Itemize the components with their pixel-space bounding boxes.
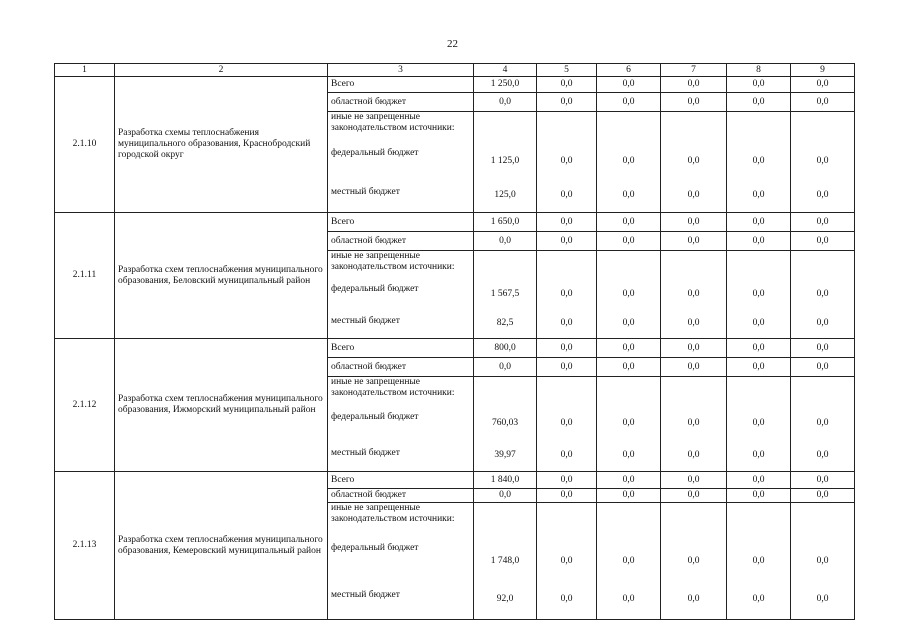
total-value: 0,0 <box>537 77 597 93</box>
local-value: 0,0 <box>560 318 573 328</box>
other-sources-cell <box>328 112 474 213</box>
local-value: 0,0 <box>687 189 700 200</box>
regional-value: 0,0 <box>597 93 661 112</box>
budget-table <box>54 63 855 620</box>
local-value: 0,0 <box>622 594 635 605</box>
activity-row <box>55 77 855 93</box>
local-value: 0,0 <box>622 449 635 460</box>
federal-value: 0,0 <box>816 555 829 566</box>
column-header: 8 <box>727 64 791 77</box>
column-header: 1 <box>55 64 115 77</box>
regional-value: 0,0 <box>597 358 661 377</box>
federal-value: 0,0 <box>622 156 635 167</box>
regional-value: 0,0 <box>791 232 855 251</box>
total-value: 0,0 <box>661 213 727 232</box>
regional-value: 0,0 <box>597 489 661 503</box>
regional-value: 0,0 <box>727 489 791 503</box>
regional-value: 0,0 <box>727 232 791 251</box>
total-value: 0,0 <box>597 213 661 232</box>
page-number: 22 <box>447 38 458 50</box>
federal-value: 0,0 <box>622 289 635 299</box>
regional-value: 0,0 <box>474 358 537 377</box>
federal-value: 0,0 <box>816 418 829 429</box>
local-value: 0,0 <box>752 189 765 200</box>
column-number-row <box>55 64 855 77</box>
source-regional-label: областной бюджет <box>328 232 474 251</box>
federal-value: 0,0 <box>752 555 765 566</box>
column-header: 2 <box>115 64 328 77</box>
total-value: 0,0 <box>791 213 855 232</box>
federal-local-cell <box>597 251 661 339</box>
total-value: 0,0 <box>537 213 597 232</box>
federal-local-cell <box>791 503 855 620</box>
total-value: 0,0 <box>661 339 727 358</box>
federal-value: 0,0 <box>560 289 573 299</box>
total-value: 0,0 <box>661 77 727 93</box>
source-local-label: местный бюджет <box>331 187 400 197</box>
local-value: 82,5 <box>496 318 514 328</box>
regional-value: 0,0 <box>791 358 855 377</box>
local-value: 0,0 <box>752 318 765 328</box>
local-value: 0,0 <box>687 449 700 460</box>
local-value: 0,0 <box>687 594 700 605</box>
activity-code: 2.1.10 <box>55 77 115 213</box>
federal-local-cell <box>727 377 791 472</box>
local-value: 0,0 <box>816 318 829 328</box>
federal-value: 0,0 <box>687 289 700 299</box>
total-value: 0,0 <box>727 472 791 489</box>
federal-local-cell <box>661 112 727 213</box>
source-federal-label: федеральный бюджет <box>331 411 419 422</box>
local-value: 125,0 <box>494 189 516 200</box>
source-other-label: иные не запрещенные законодательством источники: <box>331 112 455 133</box>
table-body <box>55 77 855 620</box>
total-value: 1 840,0 <box>474 472 537 489</box>
federal-local-cell <box>474 251 537 339</box>
local-value: 0,0 <box>816 594 829 605</box>
regional-value: 0,0 <box>727 93 791 112</box>
local-value: 92,0 <box>496 594 514 605</box>
federal-value: 0,0 <box>687 156 700 167</box>
local-value: 0,0 <box>752 449 765 460</box>
federal-value: 0,0 <box>622 555 635 566</box>
regional-value: 0,0 <box>661 489 727 503</box>
federal-value: 0,0 <box>816 289 829 299</box>
source-regional-label: областной бюджет <box>328 489 474 503</box>
federal-local-cell <box>791 251 855 339</box>
federal-local-cell <box>474 503 537 620</box>
other-sources-cell <box>328 377 474 472</box>
source-regional-label: областной бюджет <box>328 358 474 377</box>
local-value: 0,0 <box>752 594 765 605</box>
regional-value: 0,0 <box>727 358 791 377</box>
total-value: 0,0 <box>537 339 597 358</box>
regional-value: 0,0 <box>474 93 537 112</box>
source-other-label: иные не запрещенные законодательством источники: <box>331 503 455 524</box>
local-value: 0,0 <box>816 189 829 200</box>
federal-local-cell <box>474 112 537 213</box>
federal-value: 1 748,0 <box>490 555 520 566</box>
federal-value: 0,0 <box>560 555 573 566</box>
activity-row <box>55 472 855 489</box>
regional-value: 0,0 <box>537 358 597 377</box>
federal-local-cell <box>791 377 855 472</box>
activity-name: Разработка схемы теплоснабжения муниципального образования, Краснобродский городской округ <box>115 77 328 213</box>
federal-local-cell <box>474 377 537 472</box>
activity-row <box>55 339 855 358</box>
federal-value: 0,0 <box>687 555 700 566</box>
source-total-label: Всего <box>328 339 474 358</box>
federal-local-cell <box>727 503 791 620</box>
regional-value: 0,0 <box>661 93 727 112</box>
total-value: 0,0 <box>597 472 661 489</box>
federal-value: 1 125,0 <box>490 156 520 167</box>
local-value: 0,0 <box>560 189 573 200</box>
total-value: 0,0 <box>661 472 727 489</box>
regional-value: 0,0 <box>474 489 537 503</box>
local-value: 0,0 <box>622 189 635 200</box>
total-value: 0,0 <box>597 77 661 93</box>
total-value: 0,0 <box>537 472 597 489</box>
total-value: 0,0 <box>791 77 855 93</box>
other-sources-cell <box>328 251 474 339</box>
total-value: 0,0 <box>791 339 855 358</box>
federal-local-cell <box>537 251 597 339</box>
source-federal-label: федеральный бюджет <box>331 283 419 294</box>
regional-value: 0,0 <box>537 232 597 251</box>
total-value: 1 250,0 <box>474 77 537 93</box>
total-value: 0,0 <box>727 339 791 358</box>
activity-row <box>55 213 855 232</box>
federal-value: 0,0 <box>752 289 765 299</box>
regional-value: 0,0 <box>791 93 855 112</box>
source-local-label: местный бюджет <box>331 590 400 600</box>
source-federal-label: федеральный бюджет <box>331 148 419 158</box>
federal-value: 0,0 <box>687 418 700 429</box>
source-total-label: Всего <box>328 213 474 232</box>
federal-local-cell <box>597 377 661 472</box>
activity-name: Разработка схем теплоснабжения муниципального образования, Кемеровский муниципальный район <box>115 472 328 620</box>
federal-value: 1 567,5 <box>490 289 520 299</box>
column-header: 9 <box>791 64 855 77</box>
total-value: 0,0 <box>597 339 661 358</box>
total-value: 0,0 <box>791 472 855 489</box>
activity-name: Разработка схем теплоснабжения муниципального образования, Ижморский муниципальный район <box>115 339 328 472</box>
federal-value: 0,0 <box>560 418 573 429</box>
federal-value: 0,0 <box>560 156 573 167</box>
total-value: 1 650,0 <box>474 213 537 232</box>
source-local-label: местный бюджет <box>331 316 400 327</box>
federal-local-cell <box>537 377 597 472</box>
federal-local-cell <box>727 251 791 339</box>
local-value: 0,0 <box>560 449 573 460</box>
source-local-label: местный бюджет <box>331 447 400 458</box>
federal-local-cell <box>661 503 727 620</box>
federal-value: 760,03 <box>491 418 519 429</box>
federal-local-cell <box>597 112 661 213</box>
federal-local-cell <box>791 112 855 213</box>
column-header: 4 <box>474 64 537 77</box>
federal-value: 0,0 <box>752 156 765 167</box>
regional-value: 0,0 <box>474 232 537 251</box>
local-value: 0,0 <box>560 594 573 605</box>
source-other-label: иные не запрещенные законодательством источники: <box>331 377 455 398</box>
column-header: 7 <box>661 64 727 77</box>
federal-local-cell <box>537 112 597 213</box>
activity-code: 2.1.11 <box>55 213 115 339</box>
local-value: 0,0 <box>687 318 700 328</box>
local-value: 0,0 <box>622 318 635 328</box>
regional-value: 0,0 <box>597 232 661 251</box>
source-total-label: Всего <box>328 472 474 489</box>
total-value: 800,0 <box>474 339 537 358</box>
federal-value: 0,0 <box>816 156 829 167</box>
regional-value: 0,0 <box>537 489 597 503</box>
total-value: 0,0 <box>727 77 791 93</box>
column-header: 6 <box>597 64 661 77</box>
federal-value: 0,0 <box>622 418 635 429</box>
activity-code: 2.1.12 <box>55 339 115 472</box>
column-header: 3 <box>328 64 474 77</box>
source-other-label: иные не запрещенные законодательством источники: <box>331 251 455 272</box>
regional-value: 0,0 <box>661 232 727 251</box>
federal-local-cell <box>661 251 727 339</box>
column-header: 5 <box>537 64 597 77</box>
source-total-label: Всего <box>328 77 474 93</box>
total-value: 0,0 <box>727 213 791 232</box>
activity-code: 2.1.13 <box>55 472 115 620</box>
regional-value: 0,0 <box>537 93 597 112</box>
regional-value: 0,0 <box>791 489 855 503</box>
local-value: 39,97 <box>494 449 516 460</box>
source-federal-label: федеральный бюджет <box>331 543 419 553</box>
activity-name: Разработка схем теплоснабжения муниципального образования, Беловский муниципальный район <box>115 213 328 339</box>
source-regional-label: областной бюджет <box>328 93 474 112</box>
local-value: 0,0 <box>816 449 829 460</box>
federal-local-cell <box>727 112 791 213</box>
federal-local-cell <box>661 377 727 472</box>
regional-value: 0,0 <box>661 358 727 377</box>
other-sources-cell <box>328 503 474 620</box>
federal-local-cell <box>537 503 597 620</box>
federal-local-cell <box>597 503 661 620</box>
federal-value: 0,0 <box>752 418 765 429</box>
